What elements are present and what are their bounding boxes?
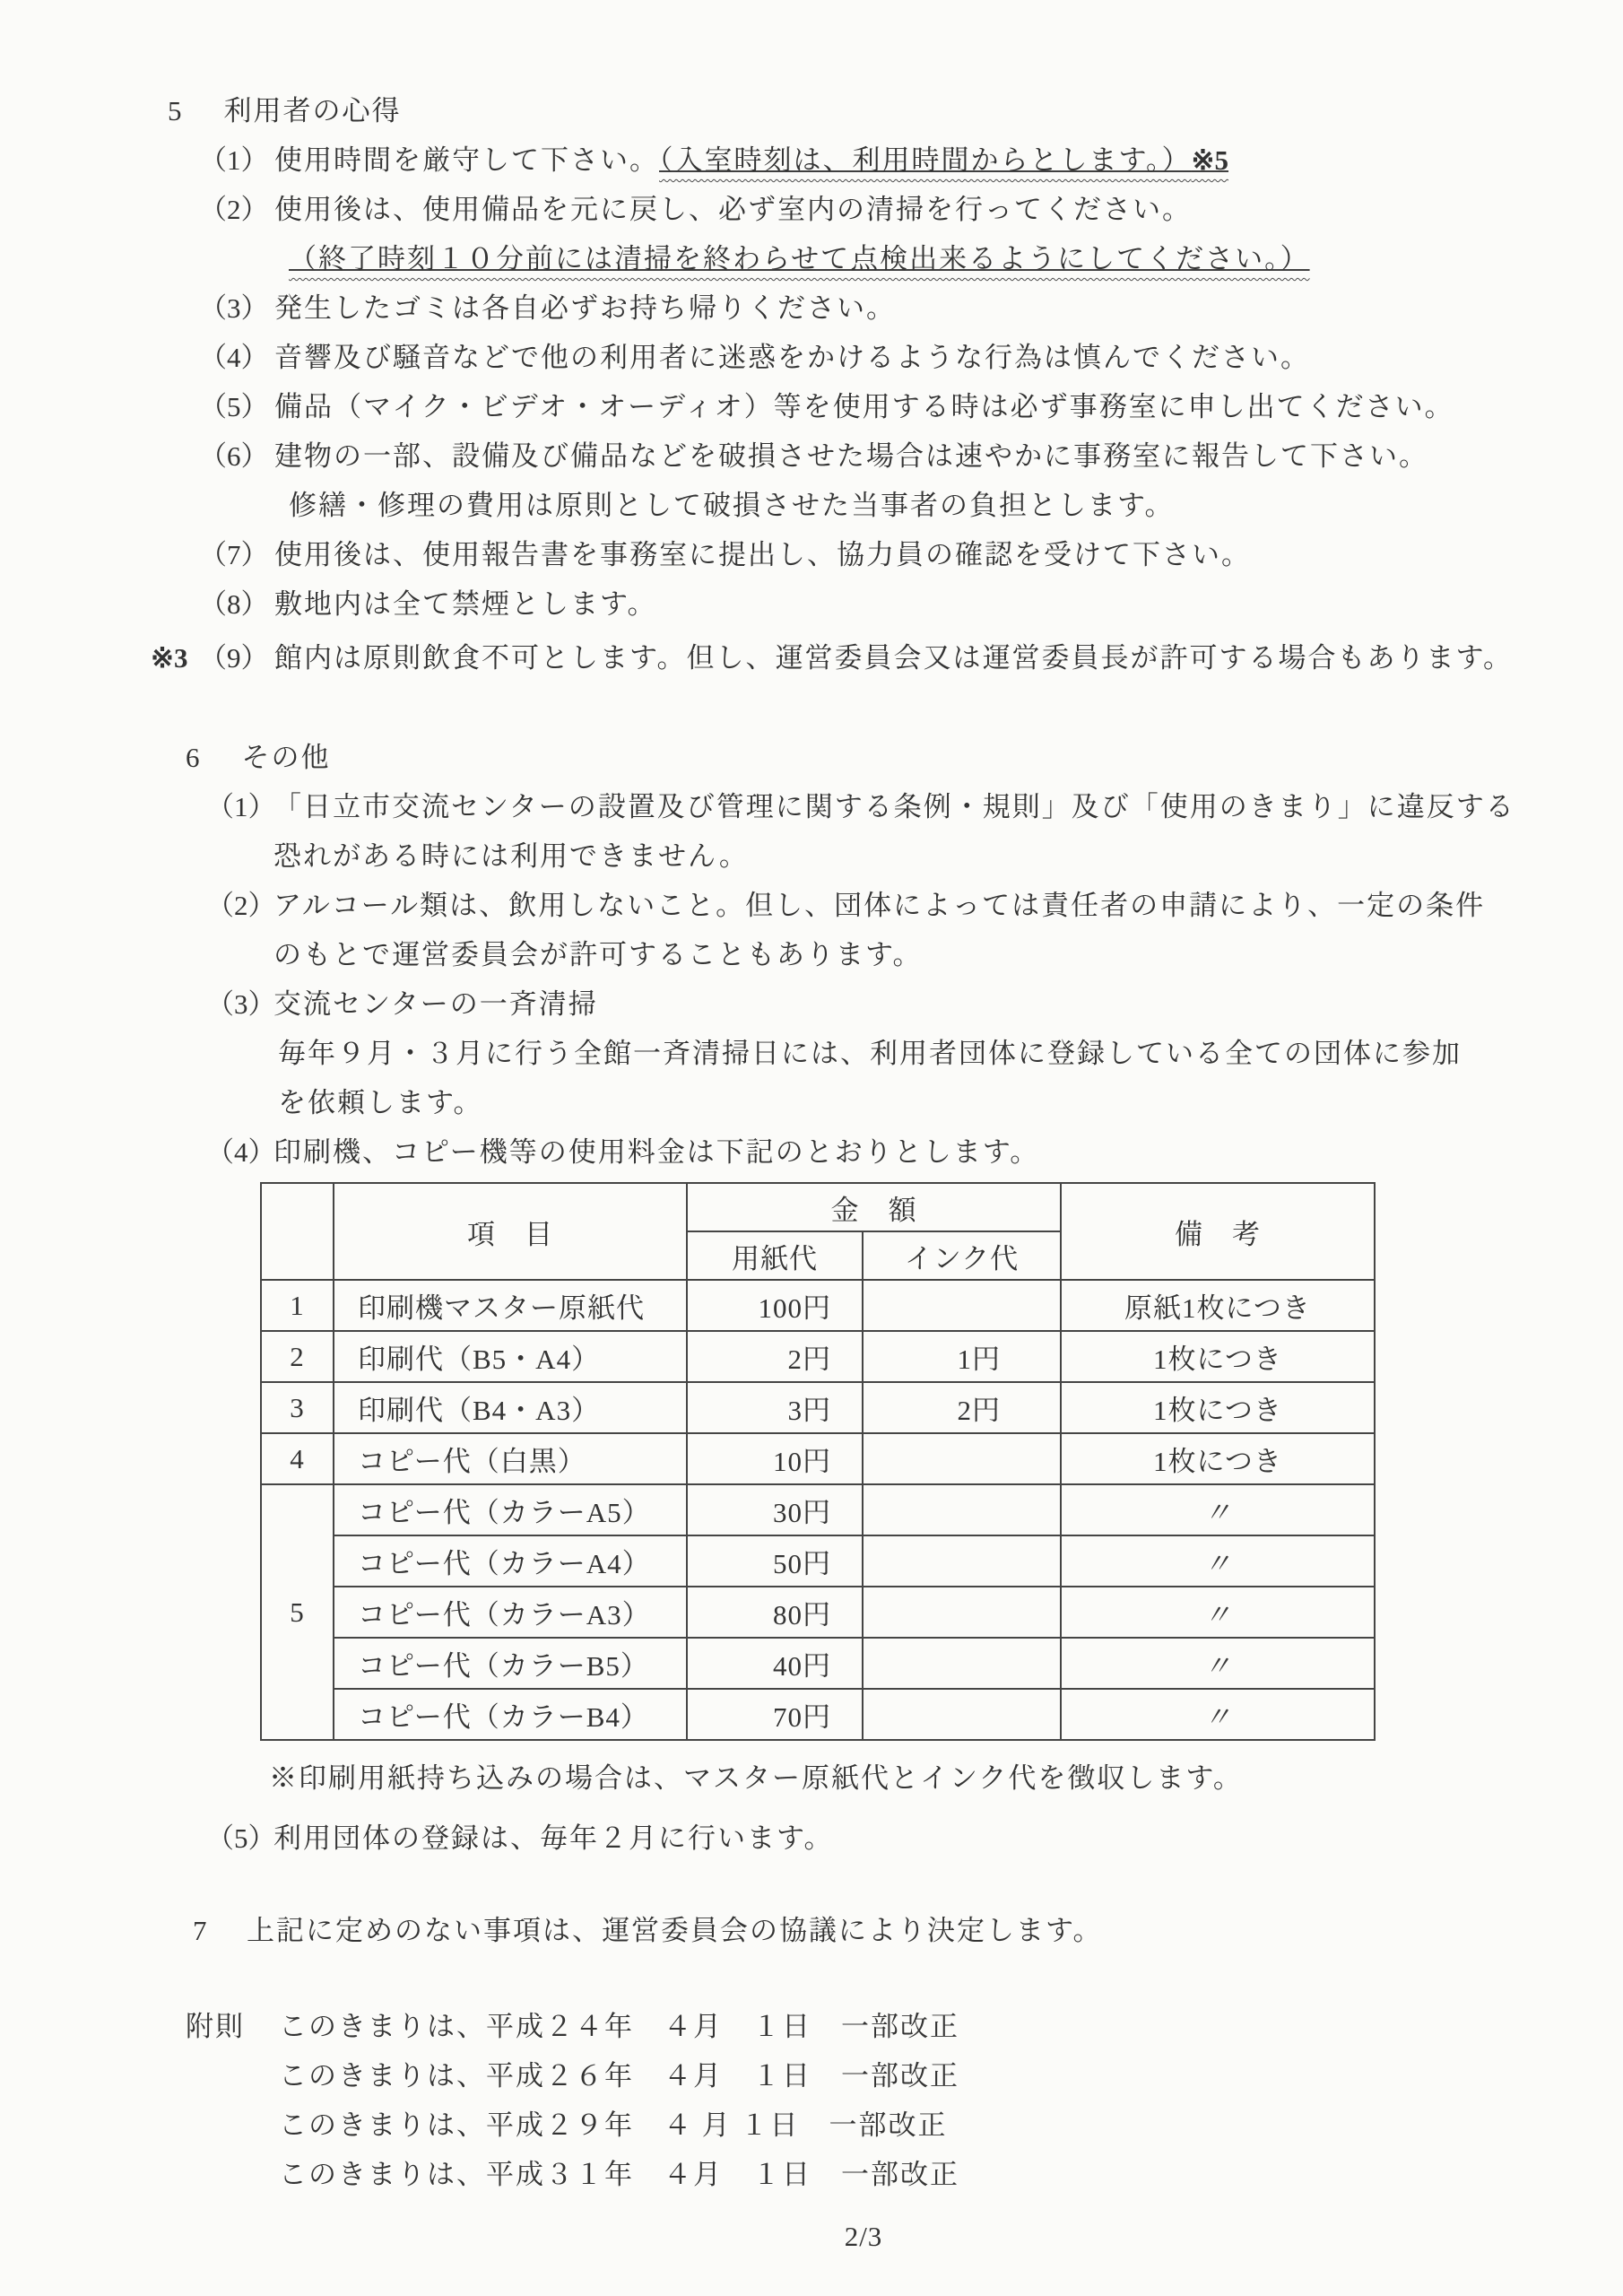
- rule-5-2-marker: （2）: [199, 194, 269, 225]
- rule-5-4: [0, 333, 1623, 382]
- row-remarks: 原紙1枚につき: [1061, 1280, 1375, 1331]
- fee-table-row-2: [261, 1331, 1375, 1382]
- rule-5-2-text: 使用後は、使用備品を元に戻し、必ず室内の清掃を行ってください。: [274, 194, 1192, 225]
- row-number: 2: [261, 1331, 334, 1382]
- rule-5-7-text: 使用後は、使用報告書を事務室に提出し、協力員の確認を受けて下さい。: [274, 539, 1251, 570]
- section7-line: [0, 1906, 1623, 1955]
- row-remarks-ditto: 〃: [1061, 1535, 1375, 1587]
- rule-5-5-text: 備品（マイク・ビデオ・オーディオ）等を使用する時は必ず事務室に申し出てください。: [274, 391, 1454, 422]
- rule-5-3-marker: （3）: [199, 292, 269, 324]
- appendix-text-2: このきまりは、平成２６年 ４月 １日 一部改正: [279, 2060, 959, 2092]
- row-remarks: 1枚につき: [1061, 1433, 1375, 1484]
- rule-6-2: [0, 881, 1623, 930]
- row-paper-fee: 40円: [687, 1638, 863, 1689]
- row-ink-fee: 1円: [863, 1331, 1061, 1382]
- fee-table-row-1: [261, 1280, 1375, 1331]
- rule-6-1: [0, 782, 1623, 831]
- rule-6-5-text: 利用団体の登録は、毎年２月に行います。: [273, 1822, 834, 1854]
- rule-5-1: [0, 135, 1623, 185]
- appendix-line-3: [0, 2100, 1623, 2150]
- rule-5-1-marker: （1）: [199, 144, 269, 176]
- rule-6-1-text-line2: 恐れがある時には利用できません。: [273, 840, 749, 872]
- row-ink-fee: [863, 1280, 1061, 1331]
- fee-table-header-ink: インク代: [863, 1231, 1061, 1280]
- rule-6-3-paragraph-line2: を依頼します。: [278, 1087, 483, 1118]
- rule-5-2-continuation: [0, 234, 1623, 283]
- rule-5-9: [0, 633, 1623, 683]
- rule-5-7: [0, 530, 1623, 579]
- rule-5-4-text: 音響及び騒音などで他の利用者に迷惑をかけるような行為は慎んでください。: [274, 342, 1310, 373]
- rule-5-6-continuation: [0, 481, 1623, 530]
- row-number: 4: [261, 1433, 334, 1484]
- rule-6-3-text: 交流センターの一斉清掃: [273, 988, 598, 1020]
- row-item: コピー代（カラーB4）: [334, 1689, 687, 1740]
- row-item: コピー代（カラーA4）: [334, 1535, 687, 1587]
- fee-table-header-amount: 金 額: [687, 1183, 1061, 1231]
- fee-table-row-5b: [261, 1535, 1375, 1587]
- rule-6-4-marker: （4）: [206, 1136, 276, 1168]
- row-ink-fee: [863, 1433, 1061, 1484]
- row-item: コピー代（白黒）: [334, 1433, 687, 1484]
- row-remarks-ditto: 〃: [1061, 1587, 1375, 1638]
- fee-table-header-paper: 用紙代: [687, 1231, 863, 1280]
- rule-5-1-underlined-note: [659, 144, 1228, 176]
- appendix-text-4: このきまりは、平成３１年 ４月 １日 一部改正: [279, 2159, 959, 2190]
- rule-5-4-marker: （4）: [199, 342, 269, 373]
- appendix-line-2: [0, 2051, 1623, 2100]
- rule-6-2-text-line1: アルコール類は、飲用しないこと。但し、団体によっては責任者の申請により、一定の条件: [273, 890, 1486, 921]
- row-paper-fee: 10円: [687, 1433, 863, 1484]
- fee-table-row-5c: [261, 1587, 1375, 1638]
- fee-table-header-item: 項 目: [334, 1183, 687, 1280]
- row-item: コピー代（カラーA5）: [334, 1484, 687, 1535]
- row-ink-fee: 2円: [863, 1382, 1061, 1433]
- row-ink-fee: [863, 1535, 1061, 1587]
- fee-table-row-5e: [261, 1689, 1375, 1740]
- row-ink-fee: [863, 1484, 1061, 1535]
- rule-6-3-marker: （3）: [206, 988, 276, 1020]
- rule-6-2-marker: （2）: [206, 890, 276, 921]
- row-item: コピー代（カラーB5）: [334, 1638, 687, 1689]
- rule-6-5: [0, 1813, 1623, 1863]
- row-item: 印刷代（B5・A4）: [334, 1331, 687, 1382]
- appendix-line-4: [0, 2150, 1623, 2199]
- section6-number: 6: [186, 742, 202, 773]
- row-remarks: 1枚につき: [1061, 1382, 1375, 1433]
- section6-title: その他: [241, 742, 331, 773]
- rule-5-8: [0, 579, 1623, 629]
- row-remarks-ditto: 〃: [1061, 1484, 1375, 1535]
- rule-5-9-marker: （9）: [199, 642, 269, 674]
- row-paper-fee: 70円: [687, 1689, 863, 1740]
- rule-6-1-marker: （1）: [206, 791, 276, 822]
- section7-text: 上記に定めのない事項は、運営委員会の協議により決定します。: [247, 1915, 1103, 1946]
- fee-table-row-5d: [261, 1638, 1375, 1689]
- rule-5-3-text: 発生したゴミは各自必ずお持ち帰りください。: [274, 292, 896, 324]
- appendix-text-3: このきまりは、平成２９年 ４ 月 １日 一部改正: [279, 2109, 948, 2141]
- row-remarks-ditto: 〃: [1061, 1638, 1375, 1689]
- row-remarks: 1枚につき: [1061, 1331, 1375, 1382]
- rule-6-1-continuation: [0, 831, 1623, 881]
- section7-number: 7: [193, 1915, 207, 1946]
- fee-table-row-4: [261, 1433, 1375, 1484]
- rule-6-3: [0, 979, 1623, 1029]
- row-paper-fee: 100円: [687, 1280, 863, 1331]
- section5-number: 5: [168, 95, 184, 126]
- row-ink-fee: [863, 1587, 1061, 1638]
- rule-5-7-marker: （7）: [199, 539, 269, 570]
- rule-5-6-continuation-text: 修繕・修理の費用は原則として破損させた当事者の負担とします。: [289, 490, 1175, 521]
- section5-title: 利用者の心得: [223, 95, 402, 126]
- row-item: 印刷機マスター原紙代: [334, 1280, 687, 1331]
- rule-5-6: [0, 431, 1623, 481]
- page-number: 2/3: [844, 2221, 883, 2252]
- rule-5-9-text: 館内は原則飲食不可とします。但し、運営委員会又は運営委員長が許可する場合もあります。: [274, 642, 1514, 674]
- row-paper-fee: 2円: [687, 1331, 863, 1382]
- rule-5-2-underlined-text: （終了時刻１０分前には清掃を終わらせて点検出来るようにしてください。）: [289, 243, 1310, 274]
- rule-6-5-marker: （5）: [206, 1822, 276, 1854]
- fee-table: [260, 1182, 1376, 1741]
- row-number: 1: [261, 1280, 334, 1331]
- rule-5-1-reference-mark: ※5: [1191, 144, 1229, 176]
- row-item: 印刷代（B4・A3）: [334, 1382, 687, 1433]
- fee-table-corner-cell: [261, 1183, 334, 1280]
- row-paper-fee: 80円: [687, 1587, 863, 1638]
- rule-5-5: [0, 382, 1623, 431]
- rule-6-4-text: 印刷機、コピー機等の使用料金は下記のとおりとします。: [273, 1136, 1040, 1168]
- rule-6-1-text-line1: 「日立市交流センターの設置及び管理に関する条例・規則」及び「使用のきまり」に違反する: [273, 791, 1515, 822]
- row-number: 5: [261, 1484, 334, 1740]
- fee-table-header-remarks: 備 考: [1061, 1183, 1375, 1280]
- section5-heading: [0, 86, 1623, 135]
- rule-5-6-marker: （6）: [199, 440, 269, 472]
- row-paper-fee: 3円: [687, 1382, 863, 1433]
- rule-5-6-text: 建物の一部、設備及び備品などを破損させた場合は速やかに事務室に報告して下さい。: [274, 440, 1428, 472]
- rule-6-3-paragraph-line1: 毎年９月・３月に行う全館一斉清掃日には、利用者団体に登録している全ての団体に参加: [278, 1038, 1462, 1069]
- rule-5-1-text: 使用時間を厳守して下さい。: [274, 144, 659, 176]
- appendix-label: 附則: [186, 2011, 245, 2042]
- appendix-line-1: [0, 2002, 1623, 2051]
- row-number: 3: [261, 1382, 334, 1433]
- appendix-text-1: このきまりは、平成２４年 ４月 １日 一部改正: [279, 2011, 959, 2042]
- rule-5-3: [0, 283, 1623, 333]
- rule-6-2-text-line2: のもとで運営委員会が許可することもあります。: [273, 939, 923, 970]
- rule-6-4: [0, 1127, 1623, 1177]
- fee-table-row-5a: [261, 1484, 1375, 1535]
- row-ink-fee: [863, 1689, 1061, 1740]
- section6-heading: [0, 733, 1623, 782]
- rule-5-9-reference-mark: ※3: [151, 642, 188, 674]
- row-paper-fee: 50円: [687, 1535, 863, 1587]
- rule-5-8-marker: （8）: [199, 588, 269, 620]
- rule-5-2: [0, 185, 1623, 234]
- row-remarks-ditto: 〃: [1061, 1689, 1375, 1740]
- rule-5-5-marker: （5）: [199, 391, 269, 422]
- fee-table-note: ※印刷用紙持ち込みの場合は、マスター原紙代とインク代を徴収します。: [269, 1762, 1243, 1794]
- row-ink-fee: [863, 1638, 1061, 1689]
- rule-5-1-underlined-text: （入室時刻は、利用時間からとします。）: [659, 144, 1192, 176]
- row-item: コピー代（カラーA3）: [334, 1587, 687, 1638]
- row-paper-fee: 30円: [687, 1484, 863, 1535]
- rule-6-2-continuation: [0, 930, 1623, 979]
- fee-table-row-3: [261, 1382, 1375, 1433]
- rule-5-8-text: 敷地内は全て禁煙とします。: [274, 588, 657, 620]
